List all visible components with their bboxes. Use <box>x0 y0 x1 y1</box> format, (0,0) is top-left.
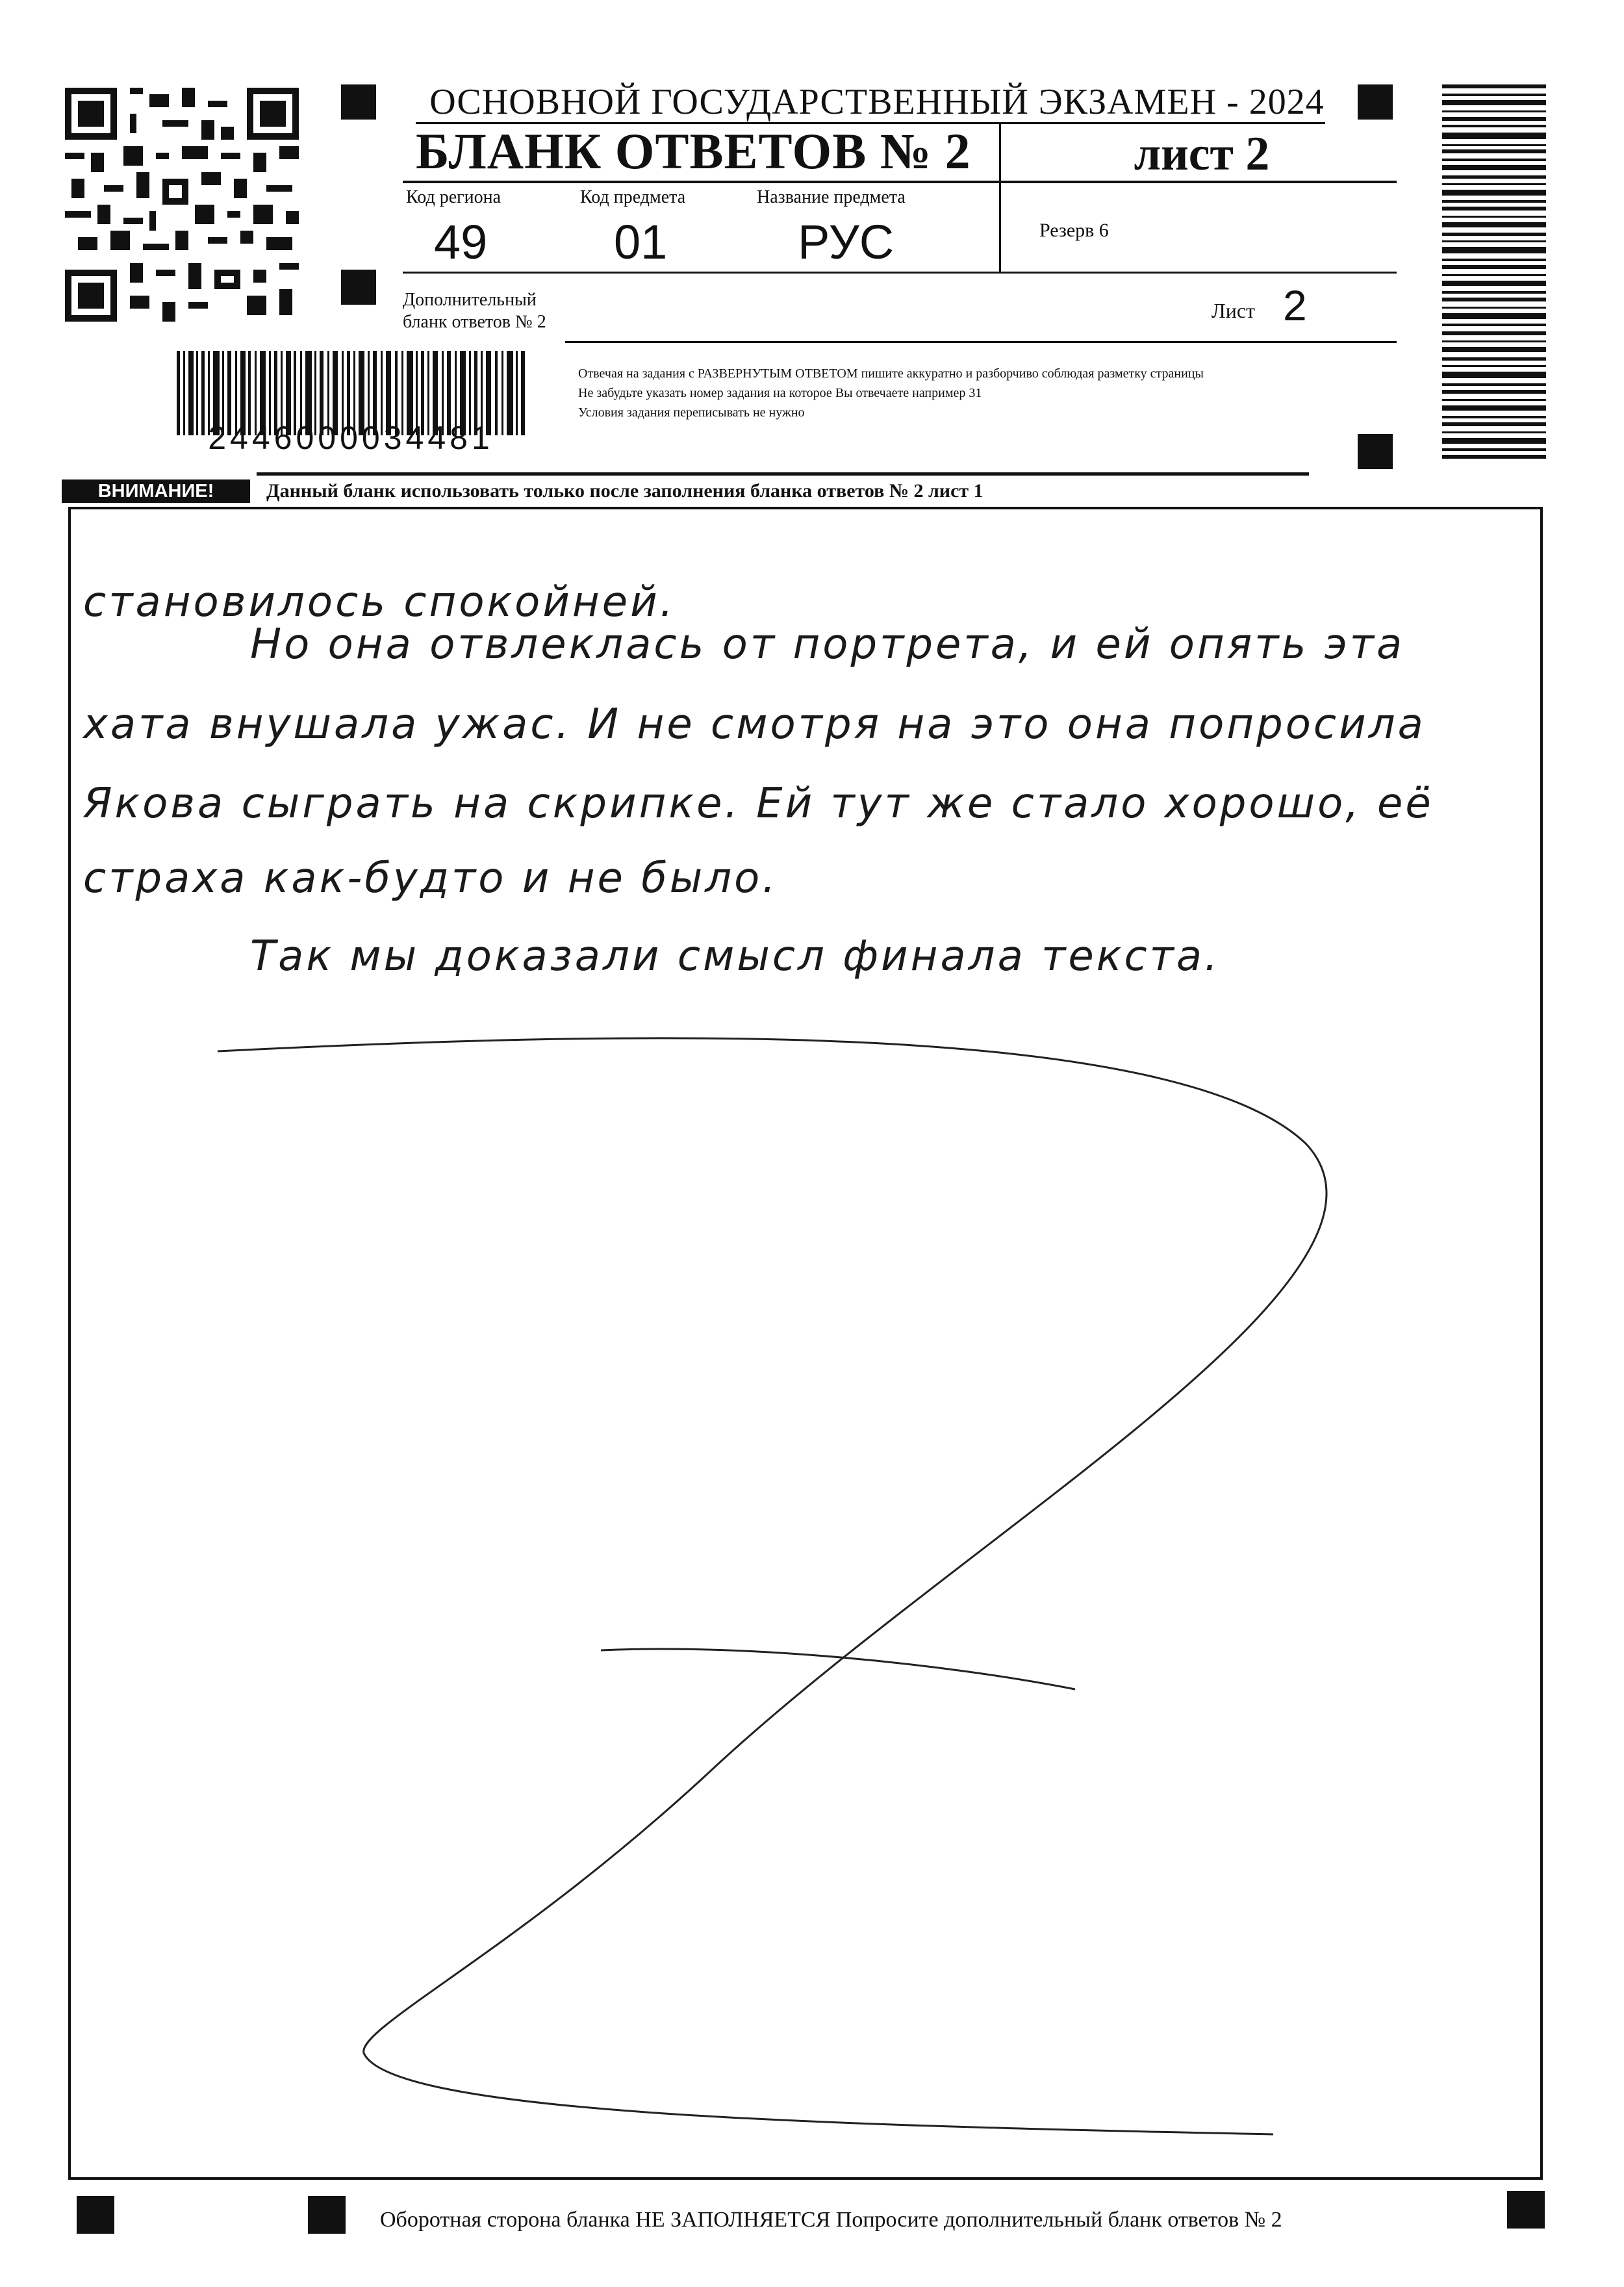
attention-badge: ВНИМАНИЕ! <box>62 479 250 503</box>
additional-label-line: бланк ответов № 2 <box>403 312 546 332</box>
instruction-line: Не забудьте указать номер задания на которое Вы отвечаете например 31 <box>578 386 982 400</box>
attention-text: Данный бланк использовать только после заполнения бланка ответов № 2 лист 1 <box>266 480 983 502</box>
handwritten-line: Якова сыграть на скрипке. Ей тут же стало хорошо, её <box>83 780 1434 828</box>
barcode-number: 2446000034481 <box>208 420 494 456</box>
subject-name-value: РУС <box>798 215 894 269</box>
handwritten-line: Так мы доказали смысл финала текста. <box>250 932 1221 980</box>
region-label: Код региона <box>406 187 501 207</box>
strikeout-crossbar <box>601 1649 1075 1689</box>
instruction-line: Отвечая на задания с РАЗВЕРНУТЫМ ОТВЕТОМ пишите аккуратно и разборчиво соблюдая разметку страницы <box>578 366 1204 381</box>
sheet-label: лист 2 <box>1134 127 1270 181</box>
instruction-line: Условия задания переписывать не нужно <box>578 405 805 420</box>
handwritten-line: становилось спокойней. <box>83 578 676 626</box>
handwritten-line: хата внушала ужас. И не смотря на это она попросила <box>83 700 1426 748</box>
blank-title: БЛАНК ОТВЕТОВ № 2 <box>416 123 971 179</box>
exam-title: ОСНОВНОЙ ГОСУДАРСТВЕННЫЙ ЭКЗАМЕН - 2024 <box>429 82 1325 122</box>
strikeout-stroke <box>218 1038 1326 2134</box>
list-label: Лист <box>1212 299 1256 322</box>
footer-note: Оборотная сторона бланка НЕ ЗАПОЛНЯЕТСЯ Попросите дополнительный бланк ответов № 2 <box>380 2208 1282 2232</box>
subject-code-label: Код предмета <box>580 187 686 207</box>
list-value: 2 <box>1283 281 1307 329</box>
reserve-field: Резерв 6 <box>1039 220 1109 241</box>
subject-code-value: 01 <box>614 215 668 269</box>
additional-label-line: Дополнительный <box>403 290 537 310</box>
region-value: 49 <box>434 215 488 269</box>
handwritten-line: страха как-будто и не было. <box>83 854 778 902</box>
subject-name-label: Название предмета <box>757 187 906 207</box>
handwritten-line: Но она отвлеклась от портрета, и ей опять эта <box>250 620 1405 669</box>
